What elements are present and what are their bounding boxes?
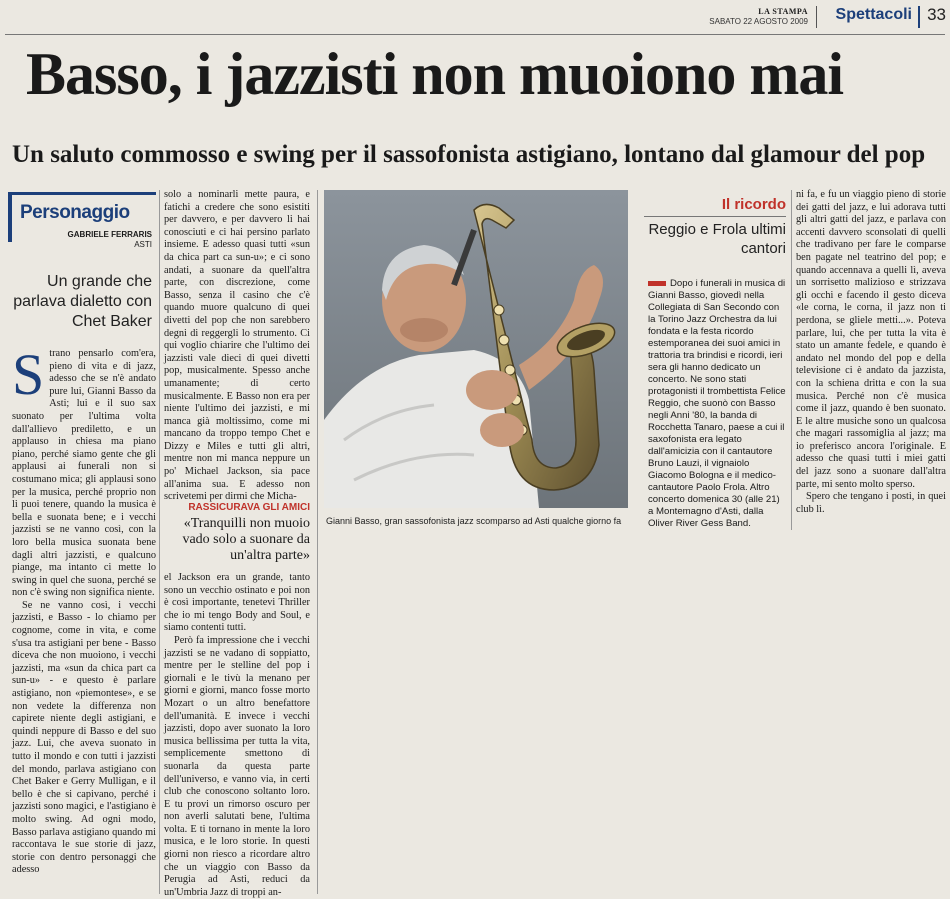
ricordo-red-mark [648,281,666,286]
personaggio-top-rule [8,192,156,195]
article-column-5 [796,189,946,529]
article-paragraph: Spero che tengano i posti, in quei club lì. [796,491,946,515]
ricordo-box [644,196,786,276]
saxophonist-illustration [324,190,628,508]
personaggio-title: Un grande che parlava dialetto con Chet Baker [13,273,152,330]
masthead [620,4,950,32]
byline-author: GABRIELE FERRARIS [67,230,152,239]
column-rule [317,190,318,894]
page-number: 33 [927,5,946,24]
article-paragraph: solo a nominarli mette paura, e fatichi a credere che sono esistiti per davvero, e per davvero li hai conosciuti e ci hai persino parlato insieme. E adesso quasi tutti «sun da chica part ca sun-u»; e ci sono andati, a suonare da quell'altra parte, con discrezione, come Basso, senza il casino che c'è quando muore qualcuno di quei divetti del pop che non sarebbero degni di reggergli lo strumento. Ci qui voglio chiarire che l'ultimo dei jazzisti vale dieci di quei divetti pop, musicalmente. Spesso anche umanamente; di certo musicalmente. E Basso non era per niente l'ultimo dei jazzisti, e mi manca già moltissimo, come mi mancano da troppo tempo Chet e Dizzy e Miles e tutti gli altri, mentre non mi manca neppure un po' Michael Jackson, sia pace all'anima sua. E adesso non scrivetemi per dirmi che Micha- [164,189,310,503]
masthead-date: SABATO 22 AGOSTO 2009 [709,17,808,26]
article-paragraph: Se ne vanno così, i vecchi jazzisti, e Basso - lo chiamo per cognome, come in vita, e come s'usa tra astigiani per bene - Basso diceva che non muoiono, i vecchi jazzisti, ma «sun da chica part ca sun-u» - e questo è parlare astigiano, non «piemontese», e se non vedete la differenza non capirete niente degli astigiani, e quindi neppure di Basso e del suo jazz. Lui, che aveva suonato in tutto il mondo e con tutti i jazzisti del mondo, parlava astigiano con Chet Baker e Gerry Mulligan, e il bello è che si capivano, perché i jazzisti sono magici, e l'astigiano è molto swing. Ad ogni modo, Basso parlava astigiano quando mi raccontava le sue storie di jazz, storie con dentro personaggi che adesso [12,599,156,876]
personaggio-label: Personaggio [20,202,130,223]
masthead-paper-name: LA STAMPA [758,7,808,16]
article-column-1 [12,342,156,893]
pullquote-label: RASSICURAVA GLI AMICI [188,502,310,513]
pullquote [164,502,310,572]
ricordo-body [648,278,786,529]
ricordo-title: Reggio e Frola ultimi cantori [648,221,786,257]
pullquote-text: «Tranquilli non muoio vado solo a suonare da un'altra parte» [182,516,310,563]
dropcap: S [12,342,45,407]
column-rule [791,190,792,530]
byline-city: ASTI [134,240,152,249]
photo-caption: Gianni Basso, gran sassofonista jazz scomparso ad Asti qualche giorno fa [326,516,622,526]
personaggio-box [8,186,156,346]
article-paragraph: el Jackson era un grande, tanto sono un vecchio ostinato e poi non è così importante, tenetevi Thriller che io mi tengo Body and Soul, e siamo contenti tutti. [164,572,310,634]
article-paragraph: ni fa, e fu un viaggio pieno di storie dei gatti del jazz, e lui adorava tutti gli altri gatti del jazz, e parlava con accenti davvero sconsolati di quelli che tradivano per fare le comparse ben pagate nel teatrino del pop; e quando accennava a quelli lì, aveva un sorrisetto malizioso e strizzava gli occhi e facendo il gesto diceva «le corna, le corna, il jazz non ti perdona, se gliele metti...». Poteva parlare, lui, che per tutta la vita è stato un amante fedele, e quando è andato nel mondo del pop e della televisione ci è andato da jazzista, con la schiena dritta e con la sua musica. Perché non c'è musica come il jazz, quando è ben suonato. E le altre musiche sono un qualcosa che magari rassomiglia al jazz; ma io preferisco ancora l'originale. E adesso che quasi tutti i miei gatti del jazz sono a suonare dall'altra parte, mi sento molto sperso. [796,189,946,490]
article-paragraph: trano pensarlo com'era, pieno di vita e di jazz, adesso che se n'è andato pure lui, Gianni Basso da Asti; lui e il suo sax suonato per l'ultima volta dall'allievo prediletto, e un applauso in chiesa ma piano piano, perché siamo gente che gli applausi ai funerali non si costumano mica; gli applausi sono per la musica, perché proprio non li puoi tenere, quando la musica è bella e suonata bene; e i vecchi jazzisti se ne vanno così, con la loro bella musica suonata bene dagli altri jazzisti, e qualcuno piange, ma intanto ci mette lo swing in quel che suona, perché se non c'è swing non significa niente. [12,348,156,599]
article-column-2 [164,189,310,503]
ricordo-label: Il ricordo [721,196,786,213]
personaggio-side-bar [8,192,12,242]
subheadline: Un saluto commosso e swing per il sassofonista astigiano, lontano dal glamour del pop [12,141,926,168]
ricordo-rule [644,216,786,217]
article-column-2-continued [164,572,310,898]
column-rule [159,190,160,894]
article-paragraph: Però fa impressione che i vecchi jazzisti se ne vadano di soppiatto, mentre per le stelline del pop i giornali e le tivù la menano per giorni e giorni, manco fosse morto Mozart o un altro benefattore dell'umanità. E invece i vecchi jazzisti, dopo aver suonato la loro musica bellissima per tutta la vita, semplicemente smettono di suonarla da questa parte dell'universo, e vanno via, in certi club che conoscono soltanto loro. E tu provi un rimorso oscuro per non averli salutati bene, l'ultima volta. E ti tornano in mente la loro musica, e le loro storie. In questi giorni non riesco a ricordare altro che un viaggio con Basso da Perugia ad Asti, reduci da un'Umbria Jazz di troppi an- [164,634,310,898]
masthead-rule [5,34,945,35]
masthead-page-bar [918,6,920,28]
headline: Basso, i jazzisti non muoiono mai [26,41,844,107]
photo-saxophonist [324,190,628,508]
masthead-divider [816,6,817,28]
ricordo-text: Dopo i funerali in musica di Gianni Basso, giovedì nella Collegiata di San Secondo con la Torino Jazz Orchestra da lui fondata e la festa ricordo estemporanea dei suoi amici in trattoria tra brindisi e ricordi, ieri sera gli hanno dedicato un concerto. Ne sono stati protagonisti il trombettista Felice Reggio, che suonò con Basso negli Anni '80, la banda di Rocchetta Tanaro, paese a cui il saxofonista era legato dall'amicizia con il cantautore Bruno Lauzi, il vignaiolo Giacomo Bologna e il medico-cantautore Paolo Frola. Altro concerto domenica 30 (alle 21) a Montemagno d'Asti, dalla Oliver River Gess Band. [648,278,786,529]
masthead-section: Spettacoli [835,6,912,23]
